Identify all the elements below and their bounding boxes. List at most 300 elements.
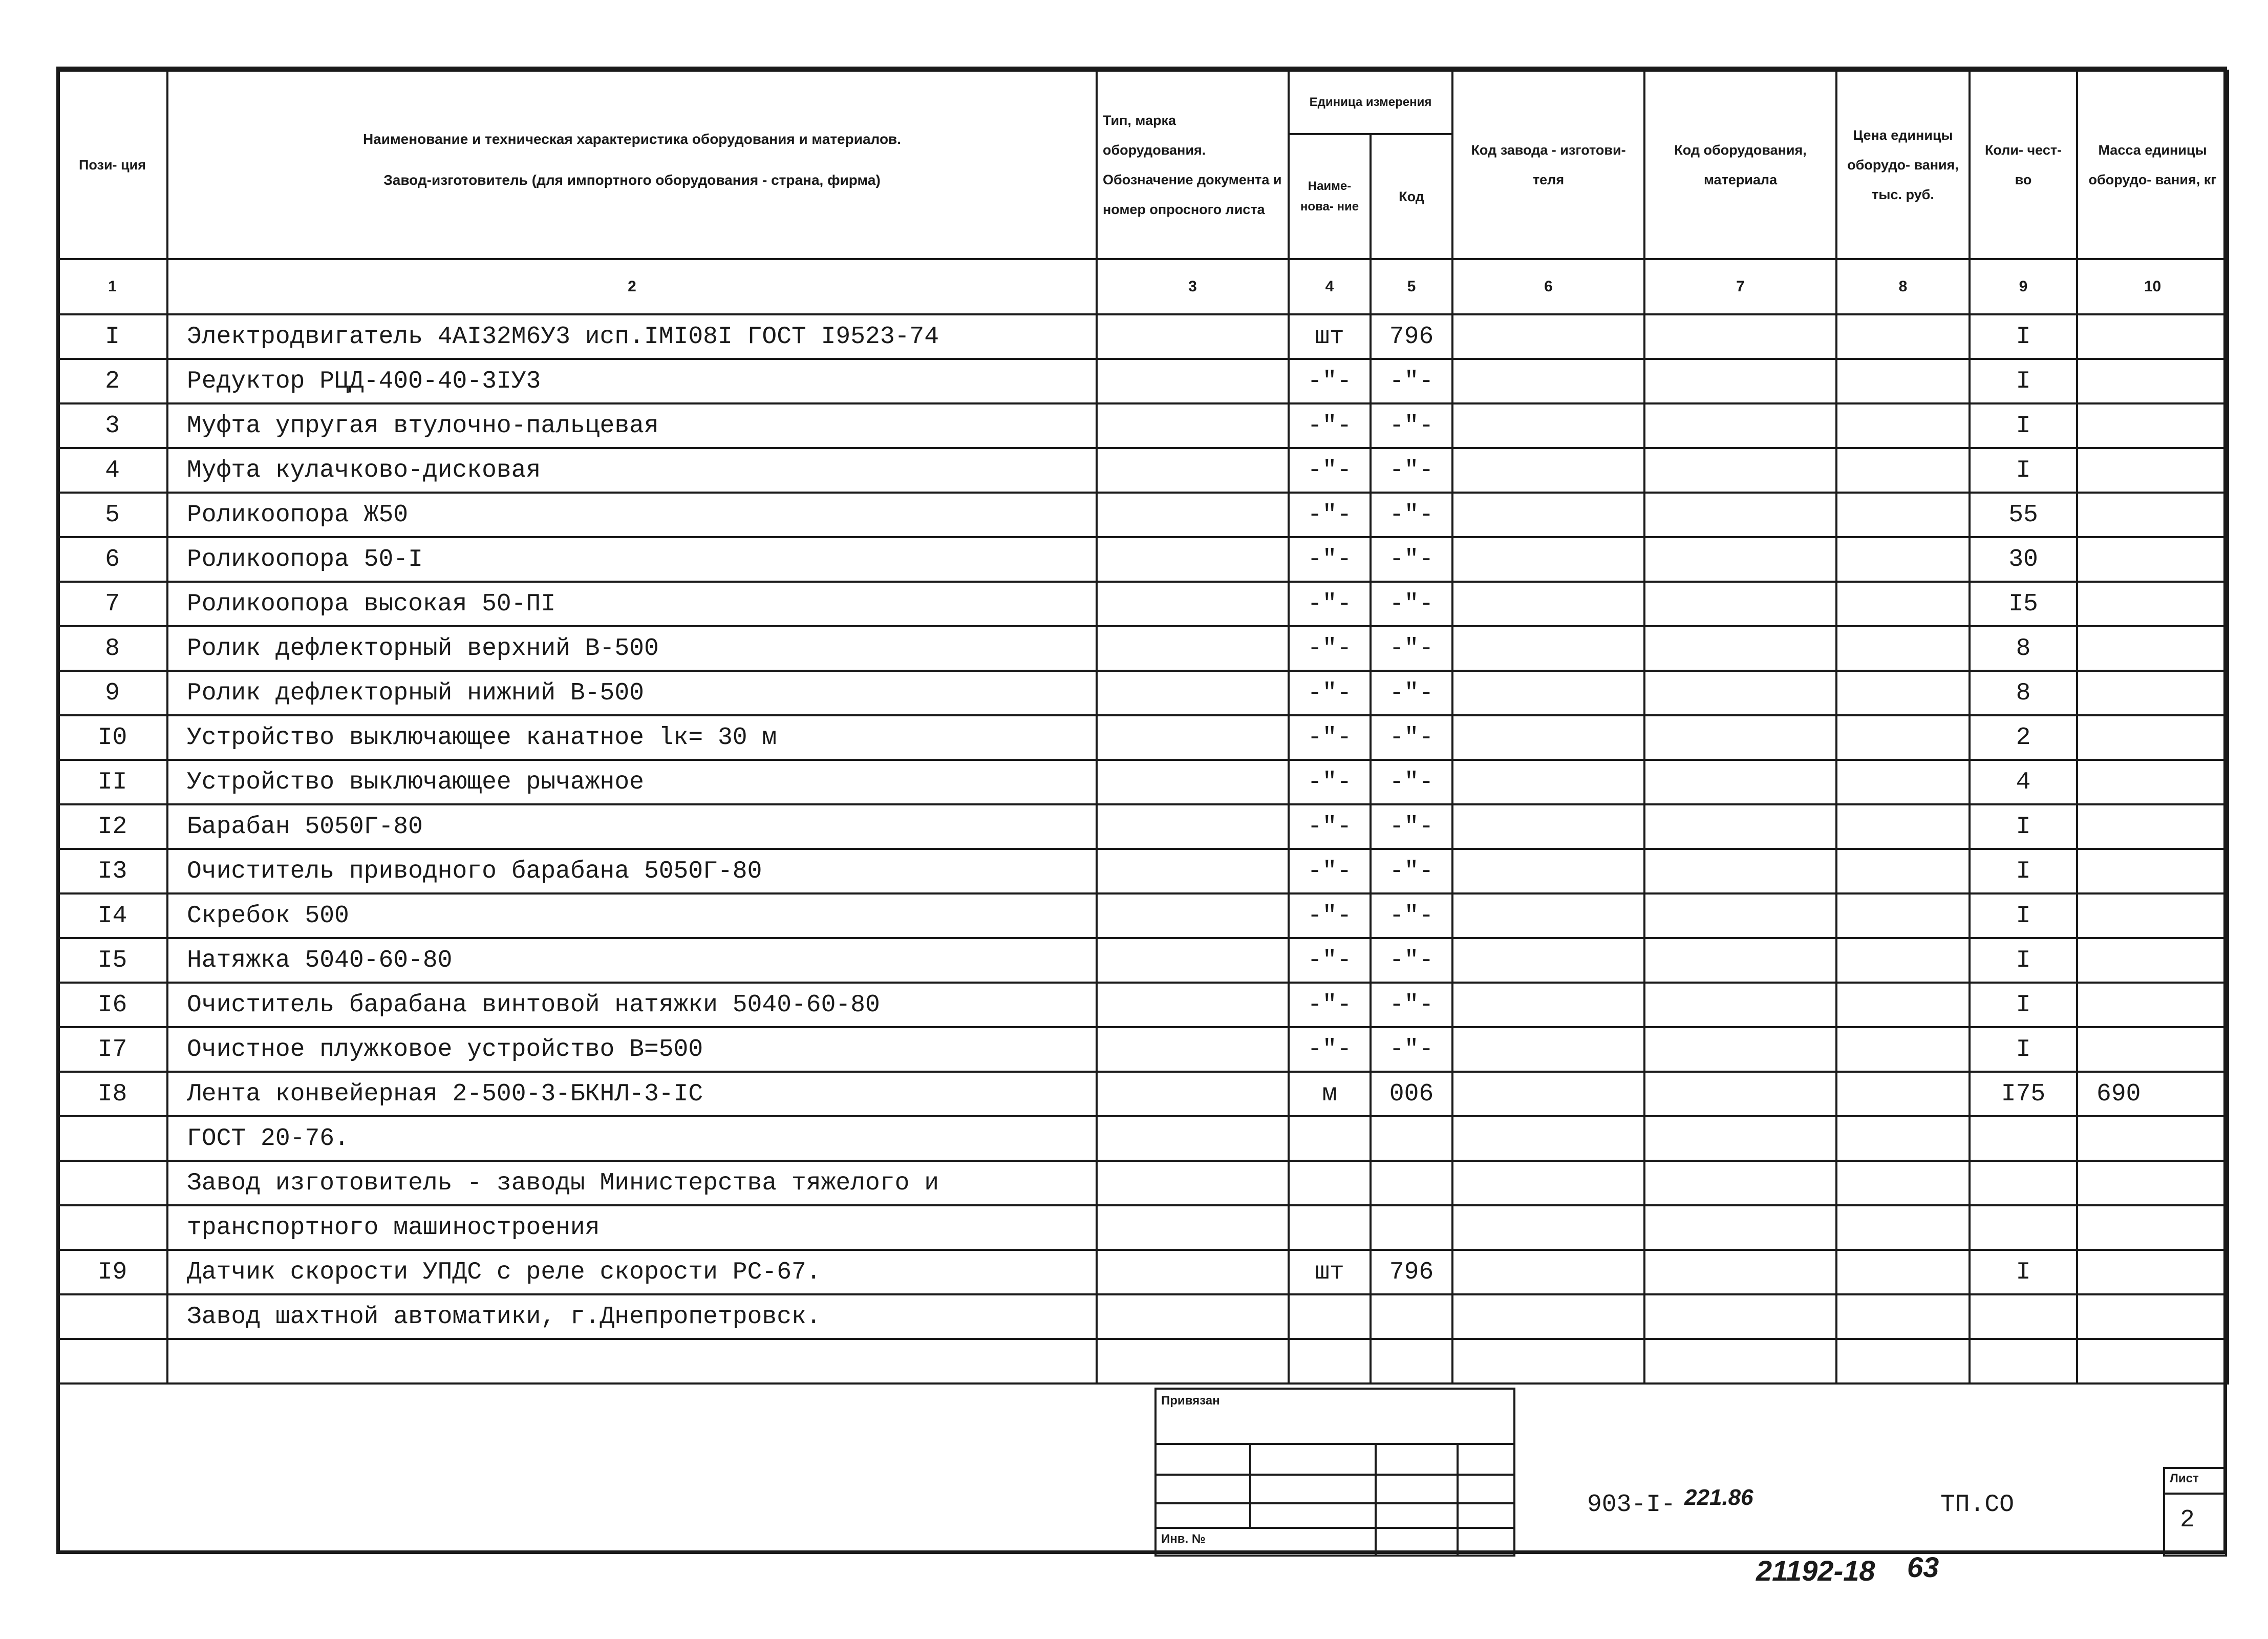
row-name: Завод изготовитель - заводы Министерства тяжелого и (167, 1161, 1097, 1205)
row-price (1836, 760, 1970, 804)
row-type (1097, 760, 1289, 804)
row-quantity: I (1970, 359, 2077, 403)
row-type (1097, 938, 1289, 983)
table-row (57, 493, 2228, 537)
archive-number: 21192-18 (1756, 1555, 1875, 1587)
table-row (57, 938, 2228, 983)
row-equipment-code (1644, 804, 1836, 849)
row-maker-code (1452, 671, 1644, 715)
column-number: 4 (1289, 259, 1371, 314)
row-price (1836, 493, 1970, 537)
row-equipment-code (1644, 983, 1836, 1027)
row-type (1097, 1250, 1289, 1294)
row-unit-code: -"- (1371, 582, 1452, 626)
section-code: ТП.СО (1940, 1491, 2015, 1519)
table-row (57, 671, 2228, 715)
column-number: 3 (1097, 259, 1289, 314)
row-position: 6 (57, 537, 167, 582)
row-quantity (1970, 1339, 2077, 1383)
stamp-line (1154, 1443, 1515, 1445)
row-quantity: I (1970, 448, 2077, 493)
row-equipment-code (1644, 760, 1836, 804)
row-unit: -"- (1289, 403, 1371, 448)
row-unit-code: 796 (1371, 1250, 1452, 1294)
row-equipment-code (1644, 715, 1836, 760)
row-mass (2077, 403, 2228, 448)
row-quantity: I (1970, 314, 2077, 359)
row-name: Очиститель приводного барабана 5050Г-80 (167, 849, 1097, 893)
table-row (57, 582, 2228, 626)
row-mass (2077, 1250, 2228, 1294)
row-quantity (1970, 1205, 2077, 1250)
row-price (1836, 582, 1970, 626)
table-row (57, 983, 2228, 1027)
row-maker-code (1452, 715, 1644, 760)
row-equipment-code (1644, 403, 1836, 448)
row-unit: шт (1289, 1250, 1371, 1294)
header-name-line2: Завод-изготовитель (для импортного оборудования - страна, фирма) (383, 172, 881, 188)
row-price (1836, 1027, 1970, 1072)
table-row (57, 893, 2228, 938)
column-number: 9 (1970, 259, 2077, 314)
row-price (1836, 1161, 1970, 1205)
row-unit-code: -"- (1371, 849, 1452, 893)
row-equipment-code (1644, 626, 1836, 671)
row-unit (1289, 1161, 1371, 1205)
row-position: 8 (57, 626, 167, 671)
row-position: I3 (57, 849, 167, 893)
row-quantity: I5 (1970, 582, 2077, 626)
row-unit-code: -"- (1371, 359, 1452, 403)
table-row (57, 715, 2228, 760)
row-maker-code (1452, 849, 1644, 893)
row-quantity: I (1970, 1250, 2077, 1294)
row-position: I4 (57, 893, 167, 938)
row-equipment-code (1644, 1116, 1836, 1161)
row-name (167, 1339, 1097, 1383)
header-price: Цена единицы оборудо- вания, тыс. руб. (1836, 71, 1970, 259)
row-quantity: I (1970, 893, 2077, 938)
row-unit: -"- (1289, 448, 1371, 493)
row-unit-code: -"- (1371, 626, 1452, 671)
row-maker-code (1452, 1161, 1644, 1205)
column-number: 6 (1452, 259, 1644, 314)
row-name: ГОСТ 20-76. (167, 1116, 1097, 1161)
row-position: 3 (57, 403, 167, 448)
header-type: Тип, марка оборудования. Обозначение документа и номер опросного листа (1097, 71, 1289, 259)
row-quantity: I (1970, 849, 2077, 893)
header-mass: Масса единицы оборудо- вания, кг (2077, 71, 2228, 259)
stamp-line (1249, 1443, 1251, 1527)
specification-rows (57, 314, 2228, 1383)
row-position: I5 (57, 938, 167, 983)
row-equipment-code (1644, 1027, 1836, 1072)
row-unit-code (1371, 1161, 1452, 1205)
row-maker-code (1452, 983, 1644, 1027)
column-number: 7 (1644, 259, 1836, 314)
table-row (57, 1161, 2228, 1205)
row-maker-code (1452, 582, 1644, 626)
row-position: 5 (57, 493, 167, 537)
row-maker-code (1452, 1339, 1644, 1383)
row-type (1097, 1294, 1289, 1339)
row-position: 4 (57, 448, 167, 493)
table-row (57, 1205, 2228, 1250)
row-position (57, 1294, 167, 1339)
row-equipment-code (1644, 1294, 1836, 1339)
header-quantity: Коли- чест- во (1970, 71, 2077, 259)
equipment-specification-table (56, 70, 2229, 1385)
row-unit-code: -"- (1371, 493, 1452, 537)
table-row (57, 760, 2228, 804)
row-price (1836, 626, 1970, 671)
row-unit: -"- (1289, 671, 1371, 715)
row-maker-code (1452, 1027, 1644, 1072)
row-unit: -"- (1289, 938, 1371, 983)
row-unit: -"- (1289, 760, 1371, 804)
row-maker-code (1452, 1205, 1644, 1250)
attached-label: Привязан (1161, 1394, 1220, 1408)
row-equipment-code (1644, 938, 1836, 983)
row-mass (2077, 715, 2228, 760)
row-name: Барабан 5050Г-80 (167, 804, 1097, 849)
row-maker-code (1452, 804, 1644, 849)
row-unit-code: -"- (1371, 715, 1452, 760)
row-unit-code: 006 (1371, 1072, 1452, 1116)
row-mass (2077, 448, 2228, 493)
row-mass (2077, 493, 2228, 537)
row-unit-code: -"- (1371, 448, 1452, 493)
row-type (1097, 1161, 1289, 1205)
row-equipment-code (1644, 582, 1836, 626)
row-type (1097, 1205, 1289, 1250)
row-name: Электродвигатель 4AI32M6У3 исп.IMI08I ГОСТ I9523-74 (167, 314, 1097, 359)
table-row (57, 1294, 2228, 1339)
row-quantity: I (1970, 983, 2077, 1027)
table-row (57, 1250, 2228, 1294)
row-unit-code: -"- (1371, 1027, 1452, 1072)
stamp-line (1457, 1443, 1459, 1557)
row-maker-code (1452, 448, 1644, 493)
row-type (1097, 582, 1289, 626)
row-unit-code: -"- (1371, 938, 1452, 983)
row-maker-code (1452, 359, 1644, 403)
row-unit (1289, 1294, 1371, 1339)
row-unit: -"- (1289, 582, 1371, 626)
row-unit: -"- (1289, 893, 1371, 938)
row-type (1097, 1116, 1289, 1161)
row-mass (2077, 1294, 2228, 1339)
row-type (1097, 493, 1289, 537)
row-unit: -"- (1289, 983, 1371, 1027)
row-mass (2077, 983, 2228, 1027)
header-equipment-code: Код оборудования, материала (1644, 71, 1836, 259)
row-maker-code (1452, 314, 1644, 359)
row-mass: 690 (2077, 1072, 2228, 1116)
row-position: 2 (57, 359, 167, 403)
row-type (1097, 804, 1289, 849)
row-quantity: 55 (1970, 493, 2077, 537)
row-maker-code (1452, 1072, 1644, 1116)
row-name: Устройство выключающее канатное lк= 30 м (167, 715, 1097, 760)
row-position: I9 (57, 1250, 167, 1294)
row-unit-code: -"- (1371, 804, 1452, 849)
row-name: Очиститель барабана винтовой натяжки 5040-60-80 (167, 983, 1097, 1027)
row-quantity (1970, 1161, 2077, 1205)
row-unit: -"- (1289, 626, 1371, 671)
row-unit-code: -"- (1371, 671, 1452, 715)
row-quantity: 2 (1970, 715, 2077, 760)
header-position: Пози- ция (57, 71, 167, 259)
table-row (57, 626, 2228, 671)
row-maker-code (1452, 1294, 1644, 1339)
table-row (57, 359, 2228, 403)
row-quantity: 4 (1970, 760, 2077, 804)
row-equipment-code (1644, 359, 1836, 403)
row-price (1836, 893, 1970, 938)
sheet-box-divider (2163, 1493, 2227, 1495)
table-row (57, 1116, 2228, 1161)
row-position: I7 (57, 1027, 167, 1072)
row-price (1836, 448, 1970, 493)
row-unit (1289, 1339, 1371, 1383)
row-unit-code (1371, 1339, 1452, 1383)
row-quantity: 8 (1970, 671, 2077, 715)
row-type (1097, 715, 1289, 760)
row-position (57, 1205, 167, 1250)
row-name: Натяжка 5040-60-80 (167, 938, 1097, 983)
row-name: Редуктор РЦД-400-40-3IУ3 (167, 359, 1097, 403)
row-maker-code (1452, 760, 1644, 804)
row-name: Муфта упругая втулочно-пальцевая (167, 403, 1097, 448)
header-name (167, 71, 1097, 259)
row-price (1836, 537, 1970, 582)
row-price (1836, 314, 1970, 359)
row-unit: -"- (1289, 1027, 1371, 1072)
table-row (57, 314, 2228, 359)
table-row (57, 804, 2228, 849)
row-price (1836, 671, 1970, 715)
table-row (57, 1027, 2228, 1072)
row-type (1097, 537, 1289, 582)
row-mass (2077, 804, 2228, 849)
row-maker-code (1452, 893, 1644, 938)
row-type (1097, 1072, 1289, 1116)
row-type (1097, 1339, 1289, 1383)
row-mass (2077, 1205, 2228, 1250)
row-type (1097, 403, 1289, 448)
row-quantity: 8 (1970, 626, 2077, 671)
table-row (57, 537, 2228, 582)
row-name: Роликоопора высокая 50-ПI (167, 582, 1097, 626)
row-unit: -"- (1289, 715, 1371, 760)
row-position: I (57, 314, 167, 359)
row-position: I0 (57, 715, 167, 760)
row-position: 7 (57, 582, 167, 626)
row-unit-code: -"- (1371, 983, 1452, 1027)
row-equipment-code (1644, 1205, 1836, 1250)
row-name: Лента конвейерная 2-500-3-БКНЛ-3-IС (167, 1072, 1097, 1116)
row-type (1097, 849, 1289, 893)
row-type (1097, 983, 1289, 1027)
row-position: II (57, 760, 167, 804)
row-mass (2077, 582, 2228, 626)
row-unit-code (1371, 1205, 1452, 1250)
row-price (1836, 938, 1970, 983)
row-mass (2077, 537, 2228, 582)
page-number: 63 (1907, 1551, 1939, 1583)
row-type (1097, 893, 1289, 938)
row-type (1097, 1027, 1289, 1072)
row-quantity: I (1970, 938, 2077, 983)
row-unit: -"- (1289, 537, 1371, 582)
column-number: 1 (57, 259, 167, 314)
row-mass (2077, 1339, 2228, 1383)
row-type (1097, 359, 1289, 403)
row-type (1097, 671, 1289, 715)
row-position: 9 (57, 671, 167, 715)
row-equipment-code (1644, 493, 1836, 537)
table-row (57, 403, 2228, 448)
row-equipment-code (1644, 1250, 1836, 1294)
row-mass (2077, 760, 2228, 804)
column-number: 8 (1836, 259, 1970, 314)
row-mass (2077, 849, 2228, 893)
header-unit-name: Наиме- нова- ние (1289, 134, 1371, 259)
row-quantity: 30 (1970, 537, 2077, 582)
row-price (1836, 1205, 1970, 1250)
row-price (1836, 804, 1970, 849)
row-name: Ролик дефлекторный нижний В-500 (167, 671, 1097, 715)
row-mass (2077, 1027, 2228, 1072)
sheet-label: Лист (2170, 1472, 2199, 1485)
row-price (1836, 403, 1970, 448)
row-mass (2077, 1116, 2228, 1161)
row-name: Роликоопора 50-I (167, 537, 1097, 582)
row-maker-code (1452, 1116, 1644, 1161)
row-name: Скребок 500 (167, 893, 1097, 938)
row-name: транспортного машиностроения (167, 1205, 1097, 1250)
sheet-number: 2 (2180, 1506, 2195, 1534)
row-unit-code (1371, 1116, 1452, 1161)
column-number: 10 (2077, 259, 2228, 314)
row-price (1836, 1250, 1970, 1294)
row-unit-code: -"- (1371, 893, 1452, 938)
row-type (1097, 314, 1289, 359)
row-unit (1289, 1116, 1371, 1161)
row-quantity: I (1970, 804, 2077, 849)
row-quantity (1970, 1116, 2077, 1161)
row-name: Датчик скорости УПДС с реле скорости РС-67. (167, 1250, 1097, 1294)
attachment-stamp (1154, 1388, 1515, 1557)
row-quantity (1970, 1294, 2077, 1339)
row-maker-code (1452, 537, 1644, 582)
header-unit: Единица измерения (1289, 71, 1452, 134)
document-code-handwritten: 221.86 (1684, 1485, 1753, 1510)
row-price (1836, 1294, 1970, 1339)
row-maker-code (1452, 493, 1644, 537)
row-name: Ролик дефлекторный верхний В-500 (167, 626, 1097, 671)
row-mass (2077, 359, 2228, 403)
row-equipment-code (1644, 537, 1836, 582)
row-type (1097, 626, 1289, 671)
row-price (1836, 1116, 1970, 1161)
row-unit: -"- (1289, 849, 1371, 893)
row-unit-code: -"- (1371, 760, 1452, 804)
header-maker-code: Код завода - изготови- теля (1452, 71, 1644, 259)
row-price (1836, 359, 1970, 403)
row-equipment-code (1644, 314, 1836, 359)
row-mass (2077, 671, 2228, 715)
row-position: I6 (57, 983, 167, 1027)
stamp-line (1154, 1502, 1515, 1504)
row-equipment-code (1644, 849, 1836, 893)
row-name: Завод шахтной автоматики, г.Днепропетровск. (167, 1294, 1097, 1339)
column-number: 5 (1371, 259, 1452, 314)
row-unit (1289, 1205, 1371, 1250)
stamp-line (1154, 1527, 1515, 1529)
row-equipment-code (1644, 671, 1836, 715)
row-position (57, 1161, 167, 1205)
row-name: Очистное плужковое устройство В=500 (167, 1027, 1097, 1072)
row-equipment-code (1644, 448, 1836, 493)
row-mass (2077, 893, 2228, 938)
row-name: Муфта кулачково-дисковая (167, 448, 1097, 493)
row-name: Роликоопора Ж50 (167, 493, 1097, 537)
stamp-line (1154, 1474, 1515, 1476)
row-price (1836, 715, 1970, 760)
row-position (57, 1116, 167, 1161)
row-unit: м (1289, 1072, 1371, 1116)
table-row (57, 849, 2228, 893)
row-quantity: I (1970, 403, 2077, 448)
row-name: Устройство выключающее рычажное (167, 760, 1097, 804)
row-unit-code: -"- (1371, 537, 1452, 582)
row-unit: -"- (1289, 359, 1371, 403)
row-maker-code (1452, 1250, 1644, 1294)
row-position: I2 (57, 804, 167, 849)
header-name-line1: Наименование и техническая характеристика оборудования и материалов. (362, 131, 902, 147)
column-number: 2 (167, 259, 1097, 314)
row-unit-code (1371, 1294, 1452, 1339)
row-mass (2077, 1161, 2228, 1205)
row-maker-code (1452, 626, 1644, 671)
row-unit-code: -"- (1371, 403, 1452, 448)
row-mass (2077, 626, 2228, 671)
row-maker-code (1452, 403, 1644, 448)
row-price (1836, 983, 1970, 1027)
document-code: 903-I- (1587, 1491, 1676, 1519)
header-unit-code: Код (1371, 134, 1452, 259)
row-mass (2077, 938, 2228, 983)
table-row (57, 448, 2228, 493)
row-unit: шт (1289, 314, 1371, 359)
row-unit: -"- (1289, 493, 1371, 537)
stamp-line (1375, 1443, 1377, 1557)
row-maker-code (1452, 938, 1644, 983)
row-equipment-code (1644, 1339, 1836, 1383)
row-equipment-code (1644, 1072, 1836, 1116)
table-row (57, 1339, 2228, 1383)
row-price (1836, 1339, 1970, 1383)
row-position (57, 1339, 167, 1383)
row-price (1836, 1072, 1970, 1116)
row-equipment-code (1644, 893, 1836, 938)
row-quantity: I (1970, 1027, 2077, 1072)
row-equipment-code (1644, 1161, 1836, 1205)
row-mass (2077, 314, 2228, 359)
row-type (1097, 448, 1289, 493)
